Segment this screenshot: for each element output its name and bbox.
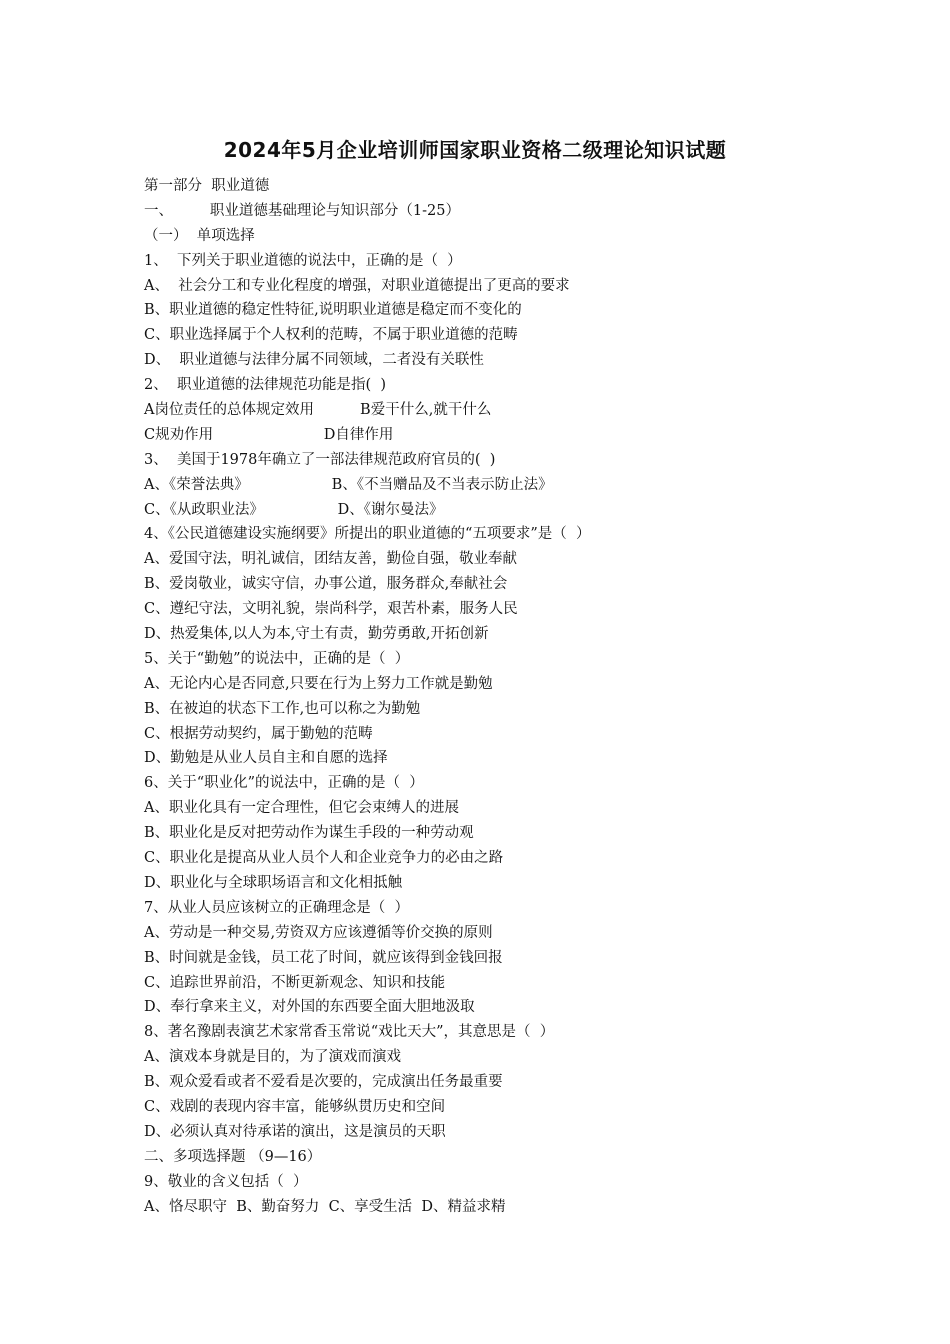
option-line: A、无论内心是否同意,只要在行为上努力工作就是勤勉 bbox=[144, 675, 493, 692]
question-type-heading: 二、多项选择题 （9—16） bbox=[144, 1148, 322, 1165]
option-line: A、演戏本身就是目的，为了演戏而演戏 bbox=[144, 1049, 401, 1066]
option-line: A、 社会分工和专业化程度的增强，对职业道德提出了更高的要求 bbox=[144, 277, 570, 294]
option-line: B、观众爱看或者不爱看是次要的，完成演出任务最重要 bbox=[144, 1074, 503, 1091]
question-7: 7、从业人员应该树立的正确理念是（ ） bbox=[144, 899, 409, 916]
question-2: 2、 职业道德的法律规范功能是指( ) bbox=[144, 377, 386, 394]
option-line: D、热爱集体,以人为本,守土有责，勤劳勇敢,开拓创新 bbox=[144, 626, 489, 643]
section-heading: 第一部分 职业道德 bbox=[144, 178, 270, 194]
question-9: 9、敬业的含义包括（ ） bbox=[144, 1173, 308, 1190]
option-line: A、劳动是一种交易,劳资双方应该遵循等价交换的原则 bbox=[144, 924, 493, 941]
page-title: 2024年5月企业培训师国家职业资格二级理论知识试题 bbox=[223, 138, 727, 162]
option-line: C、根据劳动契约，属于勤勉的范畴 bbox=[144, 725, 373, 742]
option-line: C、职业选择属于个人权利的范畴，不属于职业道德的范畴 bbox=[144, 327, 518, 344]
option-line: C规劝作用 D自律作用 bbox=[144, 426, 394, 443]
subsection-heading: 一、 职业道德基础理论与知识部分（1-25） bbox=[144, 202, 460, 219]
option-line: A、恪尽职守 B、勤奋努力 C、享受生活 D、精益求精 bbox=[144, 1198, 506, 1215]
question-5: 5、关于“勤勉”的说法中，正确的是（ ） bbox=[144, 650, 410, 667]
option-line: D、职业化与全球职场语言和文化相抵触 bbox=[144, 874, 403, 891]
option-line: A、职业化具有一定合理性，但它会束缚人的进展 bbox=[144, 800, 459, 817]
option-line: A、《荣誉法典》 B、《不当赠品及不当表示防止法》 bbox=[144, 476, 553, 493]
option-line: A岗位责任的总体规定效用 B爱干什么,就干什么 bbox=[144, 402, 492, 419]
document-body bbox=[144, 174, 844, 1219]
option-line: B、职业道德的稳定性特征,说明职业道德是稳定而不变化的 bbox=[144, 302, 522, 319]
option-line: D、勤勉是从业人员自主和自愿的选择 bbox=[144, 750, 388, 767]
option-line: B、时间就是金钱，员工花了时间，就应该得到金钱回报 bbox=[144, 949, 503, 966]
question-4: 4、《公民道德建设实施纲要》所提出的职业道德的“五项要求”是（ ） bbox=[144, 526, 591, 543]
question-3: 3、 美国于1978年确立了一部法律规范政府官员的( ) bbox=[144, 451, 496, 468]
option-line: D、奉行拿来主义，对外国的东西要全面大胆地汲取 bbox=[144, 999, 475, 1016]
option-line: D、 职业道德与法律分属不同领域，二者没有关联性 bbox=[144, 352, 484, 369]
option-line: B、在被迫的状态下工作,也可以称之为勤勉 bbox=[144, 700, 421, 717]
question-6: 6、关于“职业化”的说法中，正确的是（ ） bbox=[144, 775, 424, 792]
question-8: 8、著名豫剧表演艺术家常香玉常说“戏比天大”，其意思是（ ） bbox=[144, 1024, 555, 1041]
option-line: C、戏剧的表现内容丰富，能够纵贯历史和空间 bbox=[144, 1098, 446, 1115]
question-1: 1、 下列关于职业道德的说法中，正确的是（ ） bbox=[144, 252, 462, 269]
option-line: B、职业化是反对把劳动作为谋生手段的一种劳动观 bbox=[144, 825, 474, 842]
option-line: B、爱岗敬业，诚实守信，办事公道，服务群众,奉献社会 bbox=[144, 576, 508, 593]
option-line: D、必须认真对待承诺的演出，这是演员的天职 bbox=[144, 1123, 446, 1140]
option-line: C、《从政职业法》 D、《谢尔曼法》 bbox=[144, 501, 444, 518]
option-line: C、遵纪守法，文明礼貌，崇尚科学，艰苦朴素，服务人民 bbox=[144, 601, 518, 618]
option-line: A、爱国守法，明礼诚信，团结友善，勤俭自强，敬业奉献 bbox=[144, 551, 517, 568]
question-type-heading: （一） 单项选择 bbox=[144, 227, 255, 244]
option-line: C、职业化是提高从业人员个人和企业竞争力的必由之路 bbox=[144, 850, 504, 867]
option-line: C、追踪世界前沿，不断更新观念、知识和技能 bbox=[144, 974, 446, 991]
